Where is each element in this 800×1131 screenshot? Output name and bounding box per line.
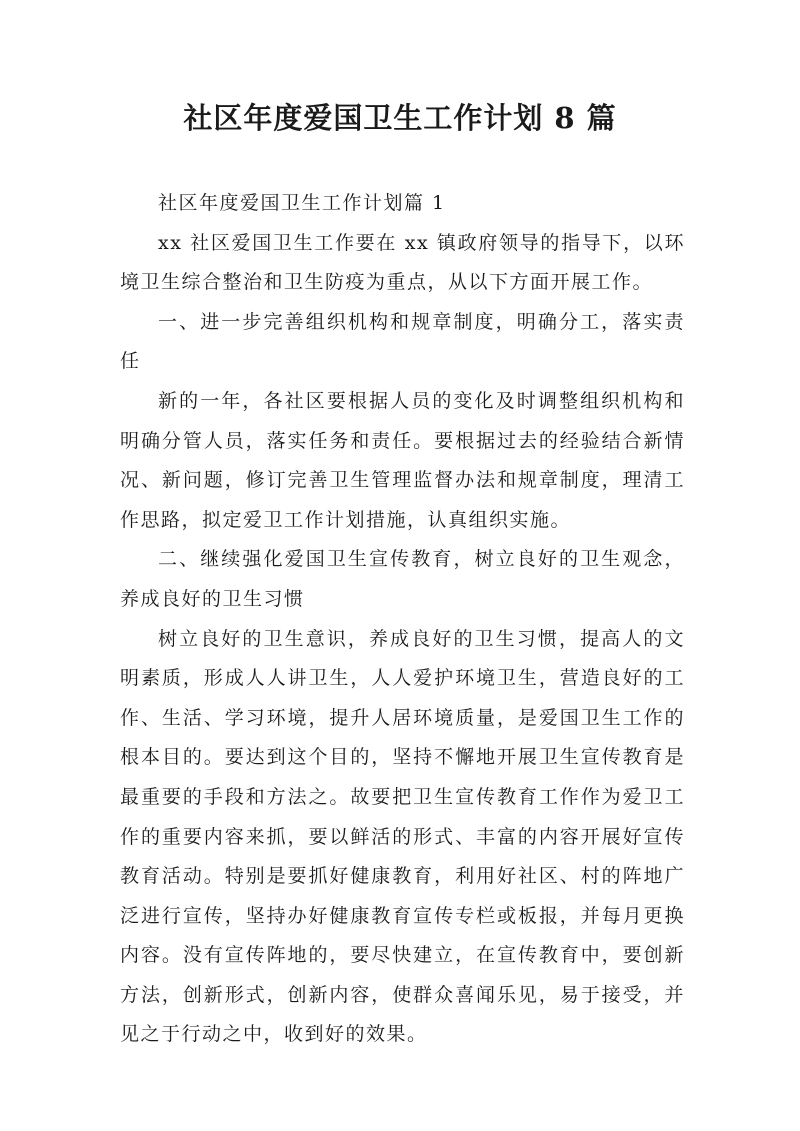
document-title: 社区年度爱国卫生工作计划 8 篇 bbox=[183, 101, 617, 135]
body-paragraph: 树立良好的卫生意识，养成良好的卫生习惯，提高人的文明素质，形成人人讲卫生，人人爱护环境卫生，营造良好的工作、生活、学习环境，提升人居环境质量，是爱国卫生工作的根本目的。要达到这个目的，坚持不懈地开展卫生宣传教育是最重要的手段和方法之。故要把卫生宣传教育工作作为爱卫工作的重要内容来抓，要以鲜活的形式、丰富的内容开展好宣传教育活动。特别是要抓好健康教育，利用好社区、村的阵地广泛进行宣传，坚持办好健康教育宣传专栏或板报，并每月更换内容。没有宣传阵地的，要尽快建立，在宣传教育中，要创新方法，创新形式，创新内容，使群众喜闻乐见，易于接受，并见之于行动之中，收到好的效果。 bbox=[120, 627, 685, 1046]
body-paragraph: 新的一年，各社区要根据人员的变化及时调整组织机构和明确分管人员，落实任务和责任。要根据过去的经验结合新情况、新问题，修订完善卫生管理监督办法和规章制度，理清工作思路，拟定爱卫工作计划措施，认真组织实施。 bbox=[120, 389, 685, 531]
subsection-heading: 一、进一步完善组织机构和规章制度，明确分工，落实责任 bbox=[120, 310, 685, 373]
body-paragraph: xx 社区爱国卫生工作要在 xx 镇政府领导的指导下，以环境卫生综合整治和卫生防疫为重点，从以下方面开展工作。 bbox=[120, 231, 685, 294]
subsection-heading: 二、继续强化爱国卫生宣传教育，树立良好的卫生观念，养成良好的卫生习惯 bbox=[120, 548, 685, 610]
document-body bbox=[120, 184, 685, 1055]
section-heading: 社区年度爱国卫生工作计划篇 1 bbox=[158, 192, 446, 214]
